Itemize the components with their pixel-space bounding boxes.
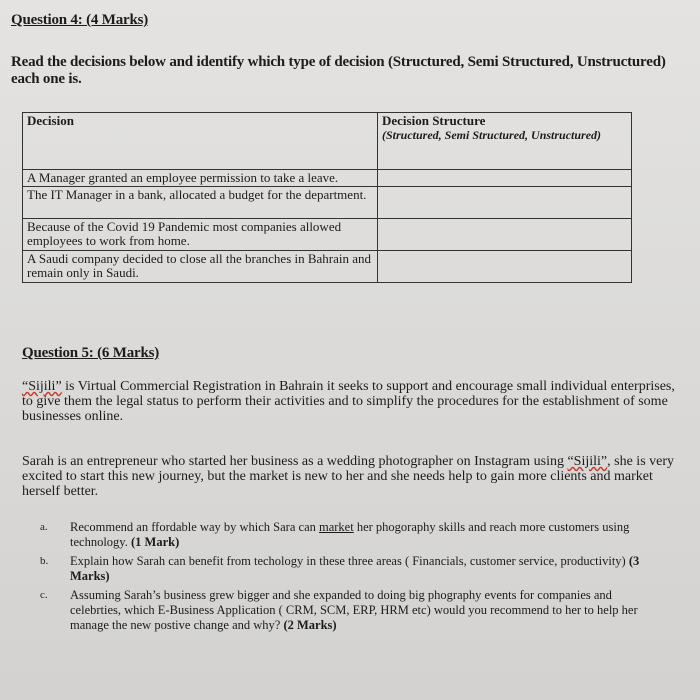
task-list [40, 520, 660, 637]
sijili-description [22, 379, 682, 424]
task-marks: (1 Mark) [130, 535, 180, 549]
task-marker: b. [40, 555, 49, 567]
sijili-term: “Sijili” [567, 454, 608, 469]
question-5-title: Question 5: (6 Marks) [22, 345, 160, 361]
structure-answer-cell[interactable] [378, 251, 632, 283]
header-structure-options: (Structured, Semi Structured, Unstructured) [382, 128, 602, 142]
list-item [40, 588, 660, 633]
task-marks: (3 Marks) [70, 554, 640, 583]
table-row [23, 251, 632, 283]
task-text: Explain how Sarah can benefit from techology in these three areas ( Financials, customer service, productivity) [70, 554, 626, 568]
sijili-description-text: is Virtual Commercial Registration in Bahrain it seeks to support and encourage small individual enterprises, to give them the legal status to perform their activities and to simplify the procedures for the establishment of some businesses online. [22, 379, 675, 424]
sarah-scenario [22, 454, 682, 499]
question-4-title: Question 4: (4 Marks) [11, 12, 149, 28]
task-text: Assuming Sarah’s business grew bigger and she expanded to doing big phography events for companies and celebrties, which E-Business Application ( CRM, SCM, ERP, HRM etc) would you recommend to her to help her manage the new postive change and why? [70, 588, 638, 632]
decision-cell: A Manager granted an employee permission to take a leave. [23, 170, 378, 187]
header-decision-structure [378, 113, 632, 170]
task-text: Recommend an ffordable way by which Sara can [70, 520, 319, 534]
table-row [23, 219, 632, 251]
decision-cell: The IT Manager in a bank, allocated a budget for the department. [23, 187, 378, 219]
list-item [40, 554, 660, 584]
list-item [40, 520, 660, 550]
decision-cell: Because of the Covid 19 Pandemic most companies allowed employees to work from home. [23, 219, 378, 251]
structure-answer-cell[interactable] [378, 170, 632, 187]
header-structure-label: Decision Structure [382, 113, 486, 128]
task-marker: a. [40, 521, 48, 533]
task-marks: (2 Marks) [283, 618, 337, 632]
table-row [23, 170, 632, 187]
sarah-scenario-text-b: , she is very excited to start this new journey, but the market is new to her and she needs help to gain more clients and market herself better. [22, 454, 675, 499]
table-header-row [23, 113, 632, 170]
task-underlined-word: market [319, 520, 354, 534]
structure-answer-cell[interactable] [378, 219, 632, 251]
header-decision: Decision [23, 113, 378, 170]
structure-answer-cell[interactable] [378, 187, 632, 219]
task-marker: c. [40, 589, 48, 601]
question-4-instruction: Read the decisions below and identify which type of decision (Structured, Semi Structured, Unstructured) each one is. [11, 54, 666, 87]
decision-table [22, 112, 632, 283]
task-text-after: her phogoraphy skills and reach more customers using technology. [70, 520, 630, 549]
decision-cell: A Saudi company decided to close all the branches in Bahrain and remain only in Saudi. [23, 251, 378, 283]
sarah-scenario-text-a: Sarah is an entrepreneur who started her business as a wedding photographer on Instagram using [22, 454, 568, 469]
table-row [23, 187, 632, 219]
sijili-term: “Sijili” [22, 379, 62, 394]
